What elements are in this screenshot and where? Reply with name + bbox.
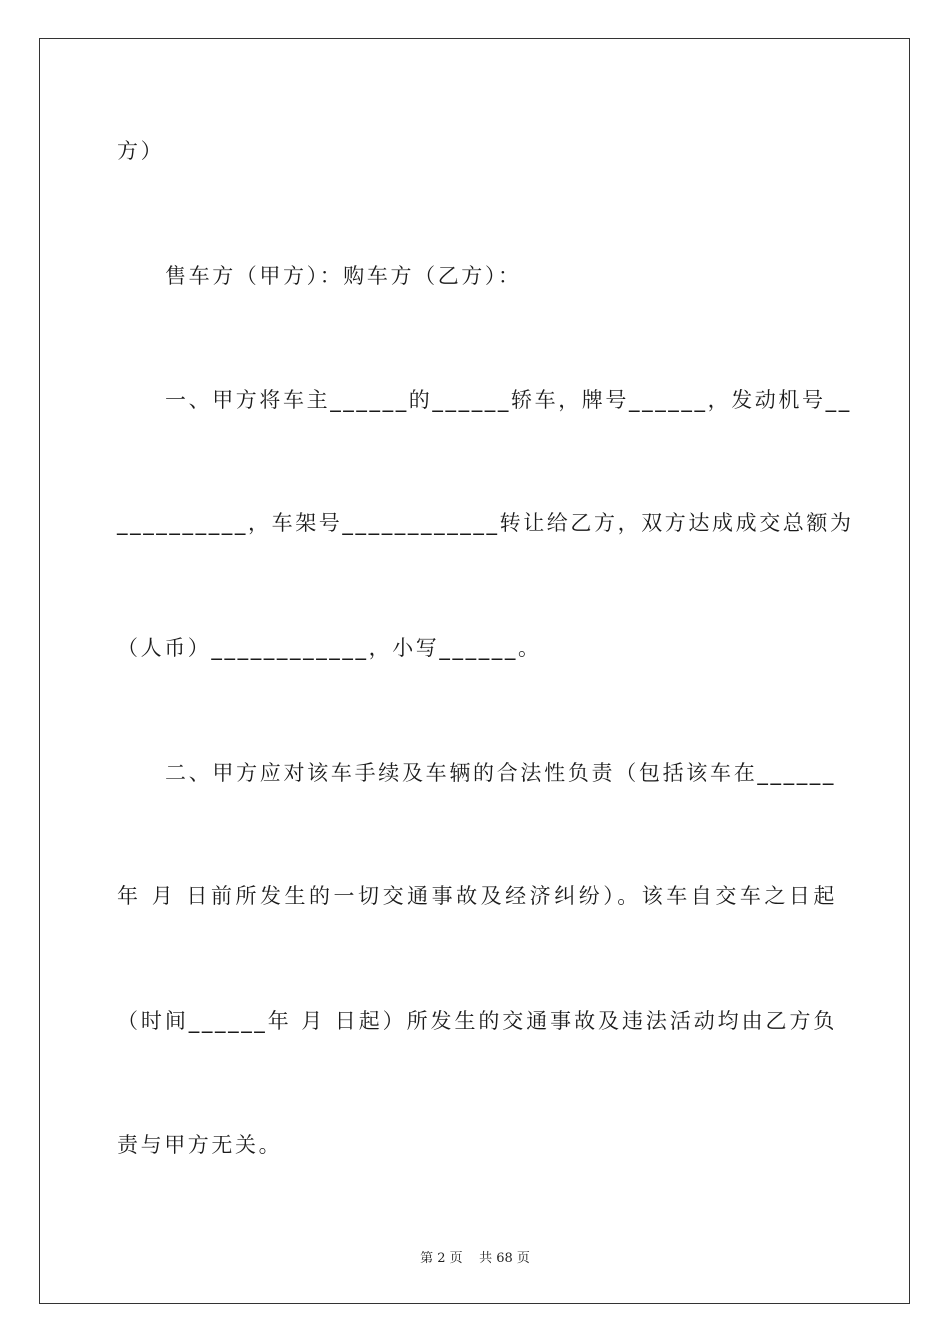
text-line-7: 年 月 日前所发生的一切交通事故及经济纠纷）。该车自交车之日起 [117,884,837,908]
text-line-2: 售车方（甲方）：购车方（乙方）： [165,264,522,288]
text-line-3: 一、甲方将车主______的______轿车，牌号______，发动机号__ [165,388,852,412]
document-page [39,38,910,1304]
page-number: 第 2 页 共 68 页 [420,1251,530,1266]
text-line-6: 二、甲方应对该车手续及车辆的合法性负责（包括该车在______ [165,761,836,785]
text-line-1: 方） [117,139,165,163]
text-line-9: 责与甲方无关。 [117,1133,283,1157]
text-line-8: （时间______年 月 日起）所发生的交通事故及违法活动均由乙方负 [117,1009,837,1033]
text-line-5: （人币）____________，小写______。 [117,636,542,660]
text-line-4: __________，车架号____________转让给乙方，双方达成成交总额为 [117,511,854,535]
